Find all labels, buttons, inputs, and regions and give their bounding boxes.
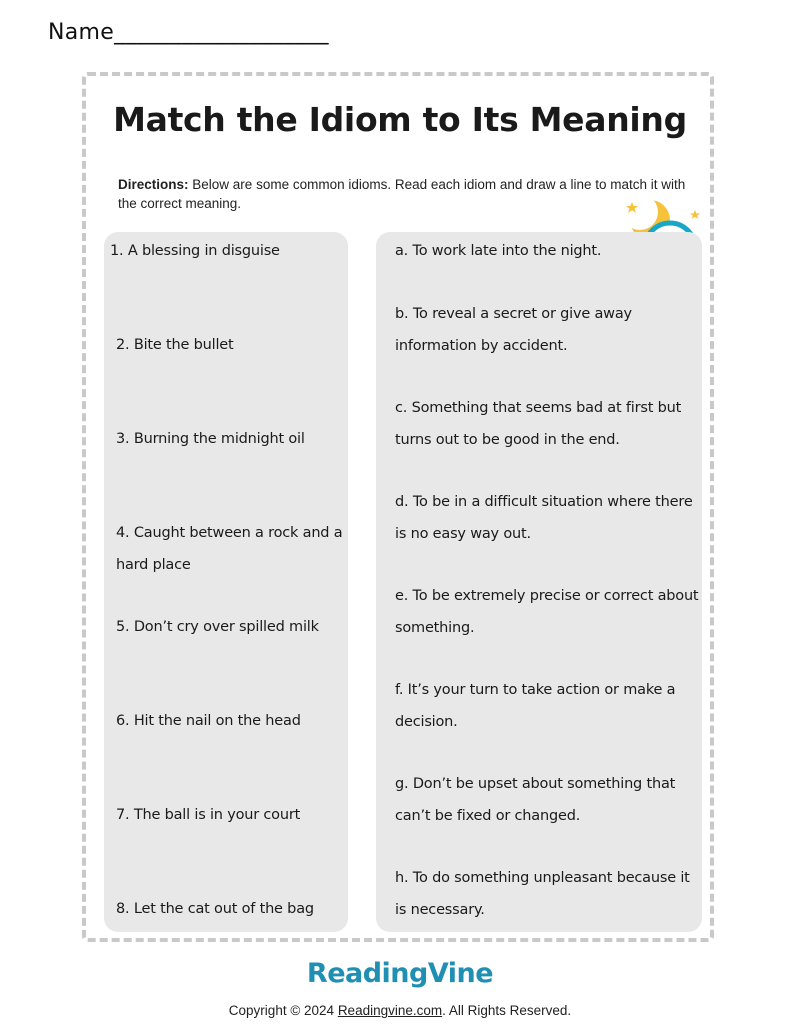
name-line [48, 20, 329, 45]
copyright-notice [0, 1003, 800, 1018]
meaning-item: d. To be in a difficult situation where there is no easy way out. [395, 494, 693, 542]
meaning-item: h. To do something unpleasant because it is necessary. [395, 870, 690, 918]
meaning-item: g. Don’t be upset about something that can’t be fixed or changed. [395, 776, 676, 824]
idiom-item: 2. Bite the bullet [116, 337, 234, 353]
name-blank[interactable]: ___________________ [114, 20, 329, 45]
copyright-suffix: . All Rights Reserved. [442, 1003, 572, 1018]
idiom-item: 8. Let the cat out of the bag [116, 901, 314, 917]
directions [118, 175, 688, 213]
directions-label: Directions: [118, 177, 189, 192]
directions-text: Below are some common idioms. Read each idiom and draw a line to match it with the correct meaning. [118, 177, 686, 211]
meaning-item: a. To work late into the night. [395, 243, 602, 259]
star-icon [690, 210, 700, 219]
meaning-item: f. It’s your turn to take action or make a decision. [395, 682, 676, 730]
idiom-item: 3. Burning the midnight oil [116, 431, 305, 447]
meaning-item: e. To be extremely precise or correct about something. [395, 588, 699, 636]
idiom-item: 6. Hit the nail on the head [116, 713, 301, 729]
copyright-link[interactable]: Readingvine.com [337, 1003, 443, 1018]
idiom-item: 1. A blessing in disguise [110, 243, 280, 259]
worksheet-title: Match the Idiom to Its Meaning [113, 100, 687, 139]
meaning-item: b. To reveal a secret or give away information by accident. [395, 306, 632, 354]
idiom-item: 5. Don’t cry over spilled milk [116, 619, 319, 635]
readingvine-logo: ReadingVine [306, 958, 494, 989]
copyright-prefix: Copyright © 2024 [228, 1003, 338, 1018]
idiom-item: 4. Caught between a rock and a hard place [116, 525, 343, 573]
idiom-item: 7. The ball is in your court [116, 807, 301, 823]
name-label: Name [48, 20, 115, 45]
meaning-item: c. Something that seems bad at first but turns out to be good in the end. [395, 400, 682, 448]
